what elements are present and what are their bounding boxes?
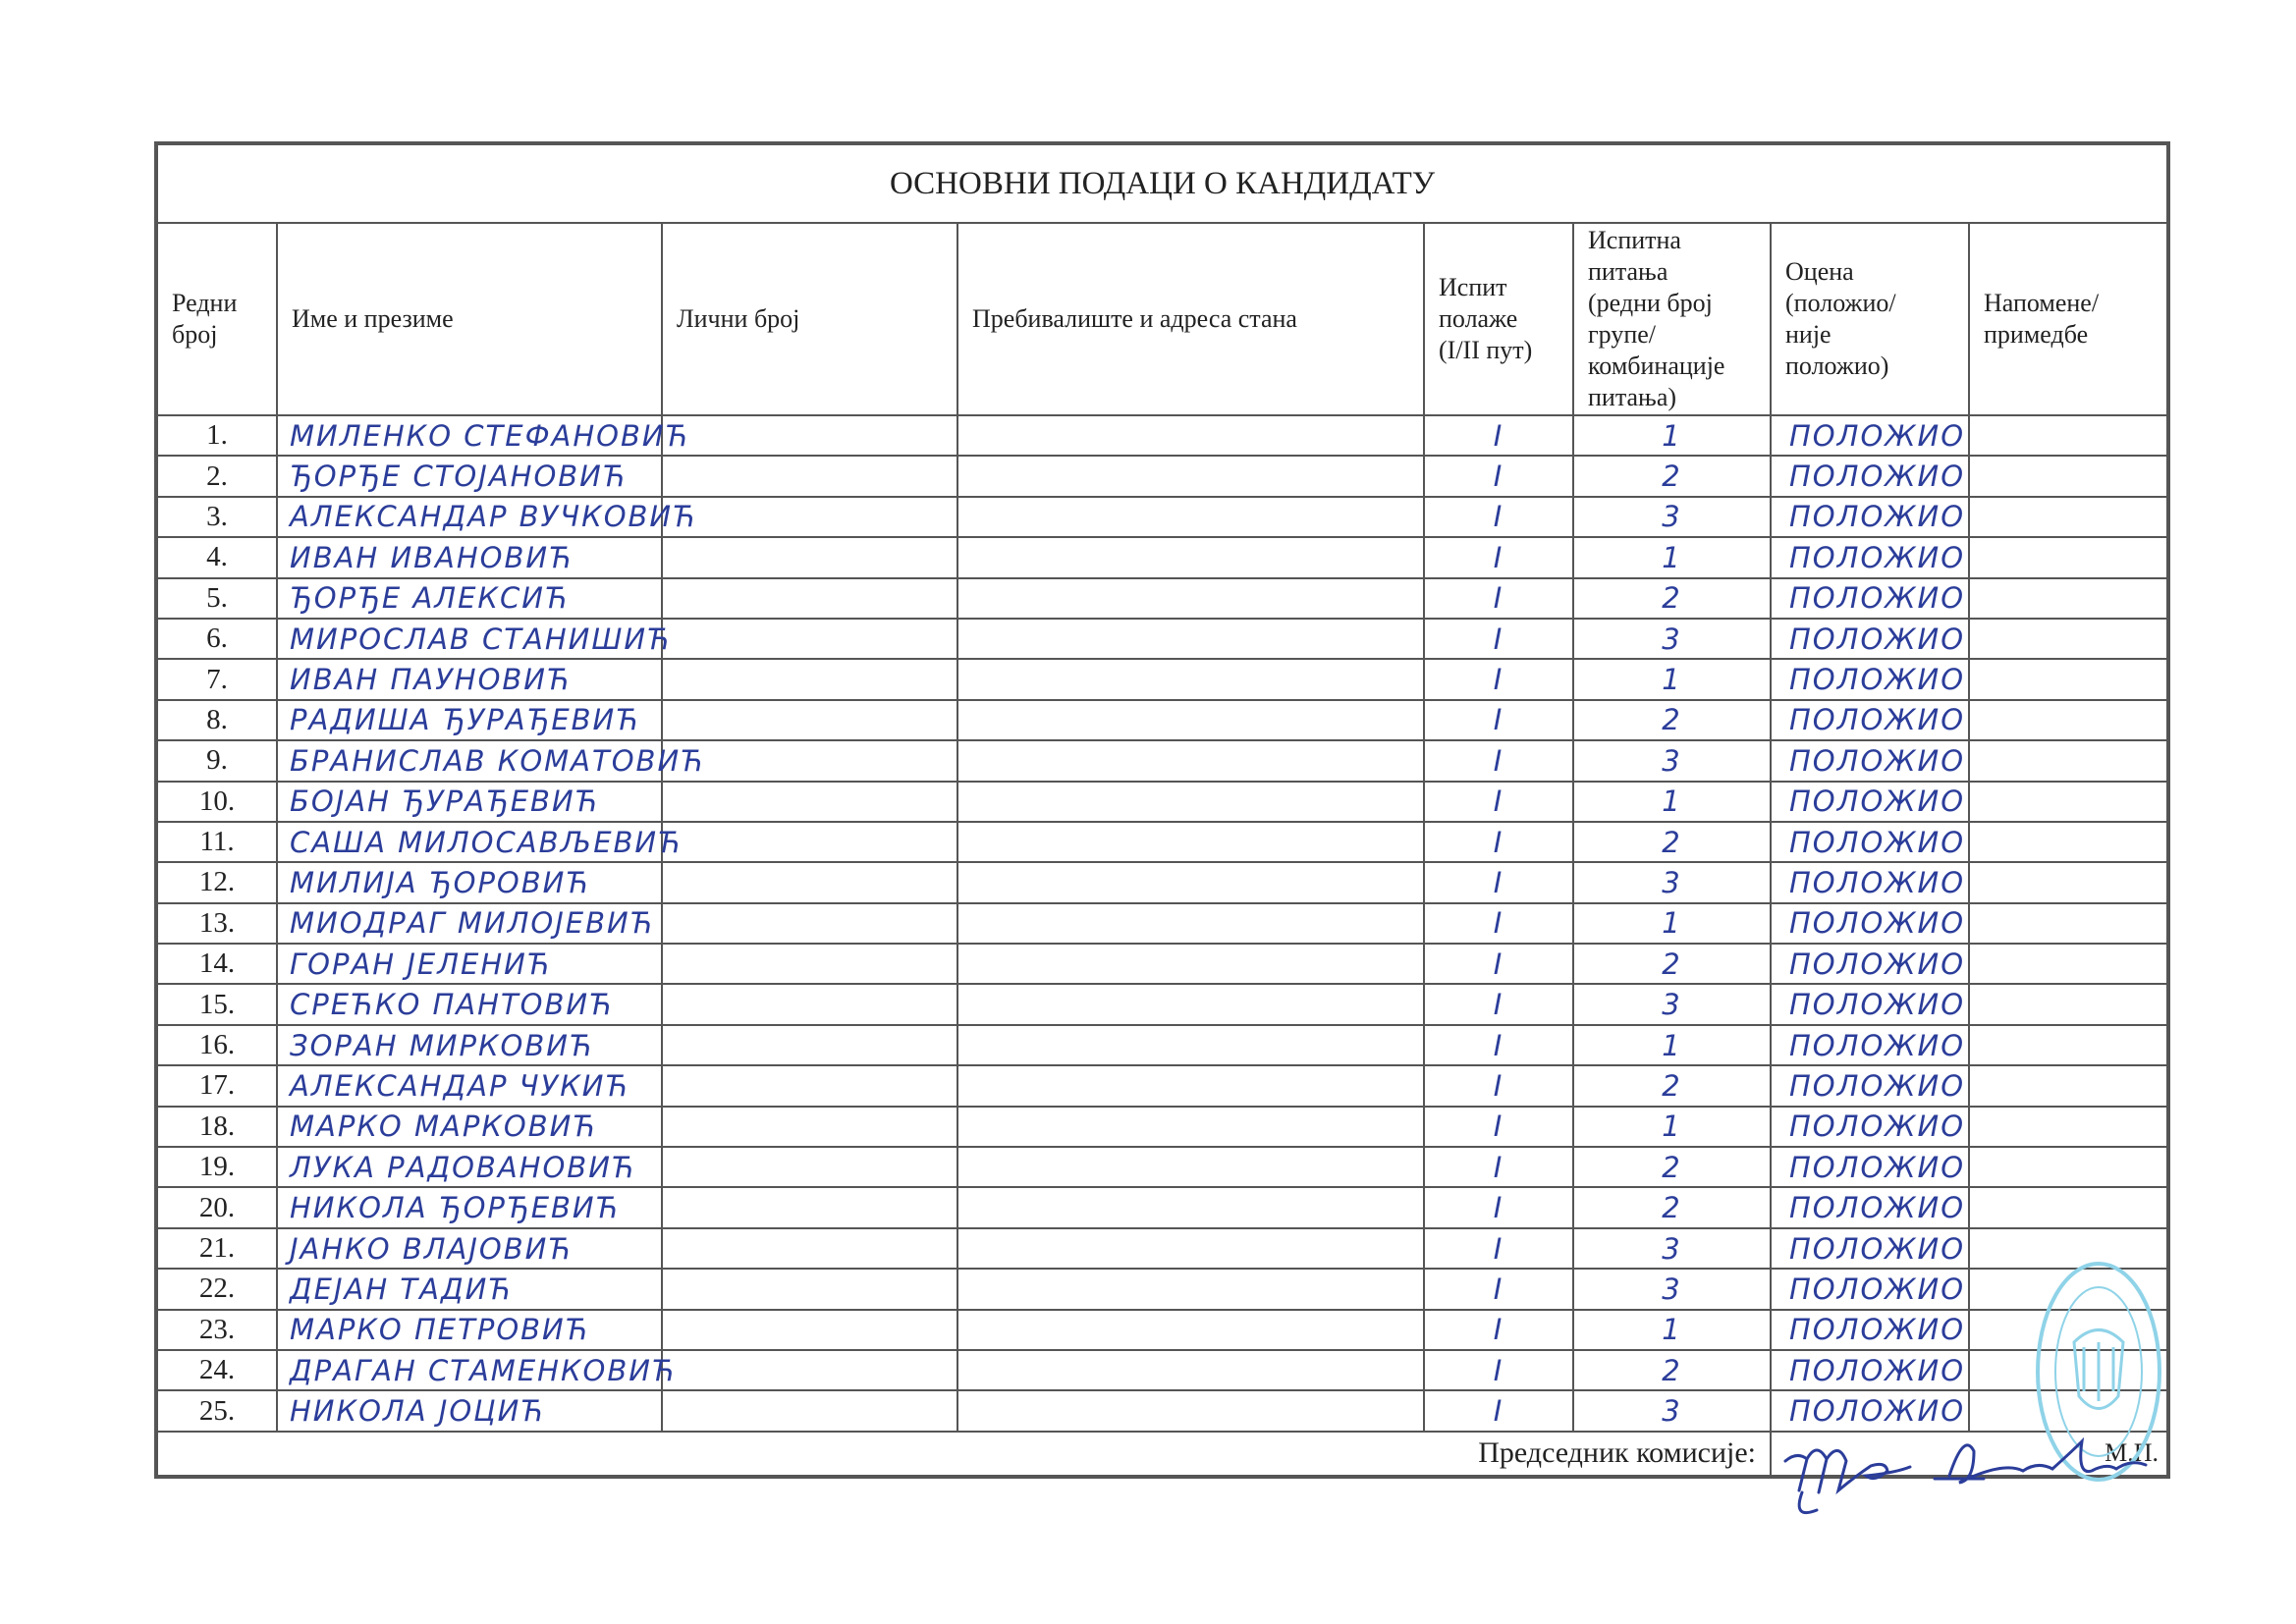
candidate-name: НИКОЛА ЈОЦИЋ <box>277 1390 662 1431</box>
address-cell <box>957 822 1424 862</box>
address-cell <box>957 782 1424 822</box>
table-row <box>156 822 2168 862</box>
row-number: 7. <box>156 659 277 699</box>
attempt-value: I <box>1424 1310 1573 1350</box>
candidate-name: МИРОСЛАВ СТАНИШИЋ <box>277 619 662 659</box>
grade-value: ПОЛОЖИО <box>1771 415 1969 456</box>
attempt-value: I <box>1424 782 1573 822</box>
table-row <box>156 1187 2168 1227</box>
candidate-name: ИВАН ИВАНОВИЋ <box>277 537 662 577</box>
notes-cell <box>1969 619 2168 659</box>
candidate-name: АЛЕКСАНДАР ЧУКИЋ <box>277 1065 662 1106</box>
question-set-value: 2 <box>1573 456 1771 496</box>
header-questions: Испитна питања (редни број групе/ комбинације питања) <box>1573 223 1771 415</box>
personal-id-cell <box>662 1350 957 1390</box>
grade-value: ПОЛОЖИО <box>1771 984 1969 1024</box>
row-number: 15. <box>156 984 277 1024</box>
grade-value: ПОЛОЖИО <box>1771 700 1969 740</box>
table-row <box>156 782 2168 822</box>
grade-value: ПОЛОЖИО <box>1771 578 1969 619</box>
table-row <box>156 1065 2168 1106</box>
attempt-value: I <box>1424 537 1573 577</box>
row-number: 1. <box>156 415 277 456</box>
row-number: 20. <box>156 1187 277 1227</box>
grade-value: ПОЛОЖИО <box>1771 497 1969 537</box>
address-cell <box>957 497 1424 537</box>
address-cell <box>957 1147 1424 1187</box>
row-number: 19. <box>156 1147 277 1187</box>
attempt-value: I <box>1424 984 1573 1024</box>
row-number: 13. <box>156 903 277 944</box>
notes-cell <box>1969 415 2168 456</box>
candidate-name: РАДИША ЂУРАЂЕВИЋ <box>277 700 662 740</box>
address-cell <box>957 619 1424 659</box>
grade-value: ПОЛОЖИО <box>1771 1390 1969 1431</box>
row-number: 17. <box>156 1065 277 1106</box>
grade-value: ПОЛОЖИО <box>1771 537 1969 577</box>
grade-value: ПОЛОЖИО <box>1771 862 1969 902</box>
attempt-value: I <box>1424 1350 1573 1390</box>
grade-value: ПОЛОЖИО <box>1771 619 1969 659</box>
header-address: Пребивалиште и адреса стана <box>957 223 1424 415</box>
notes-cell <box>1969 537 2168 577</box>
candidate-name: МАРКО МАРКОВИЋ <box>277 1107 662 1147</box>
address-cell <box>957 537 1424 577</box>
personal-id-cell <box>662 659 957 699</box>
address-cell <box>957 1310 1424 1350</box>
row-number: 24. <box>156 1350 277 1390</box>
grade-value: ПОЛОЖИО <box>1771 1107 1969 1147</box>
personal-id-cell <box>662 822 957 862</box>
attempt-value: I <box>1424 903 1573 944</box>
address-cell <box>957 1269 1424 1309</box>
question-set-value: 1 <box>1573 415 1771 456</box>
notes-cell <box>1969 497 2168 537</box>
attempt-value: I <box>1424 415 1573 456</box>
question-set-value: 2 <box>1573 1187 1771 1227</box>
personal-id-cell <box>662 700 957 740</box>
question-set-value: 3 <box>1573 497 1771 537</box>
header-id: Лични број <box>662 223 957 415</box>
grade-value: ПОЛОЖИО <box>1771 822 1969 862</box>
table-row <box>156 740 2168 781</box>
table-row <box>156 497 2168 537</box>
attempt-value: I <box>1424 1187 1573 1227</box>
candidate-name: БРАНИСЛАВ КОМАТОВИЋ <box>277 740 662 781</box>
personal-id-cell <box>662 1065 957 1106</box>
candidate-name: МАРКО ПЕТРОВИЋ <box>277 1310 662 1350</box>
grade-value: ПОЛОЖИО <box>1771 1147 1969 1187</box>
grade-value: ПОЛОЖИО <box>1771 1065 1969 1106</box>
question-set-value: 3 <box>1573 1390 1771 1431</box>
table-row <box>156 659 2168 699</box>
row-number: 23. <box>156 1310 277 1350</box>
row-number: 4. <box>156 537 277 577</box>
table-row <box>156 944 2168 984</box>
candidate-name: ДРАГАН СТАМЕНКОВИЋ <box>277 1350 662 1390</box>
question-set-value: 3 <box>1573 862 1771 902</box>
notes-cell <box>1969 1065 2168 1106</box>
personal-id-cell <box>662 782 957 822</box>
table-row <box>156 619 2168 659</box>
attempt-value: I <box>1424 619 1573 659</box>
address-cell <box>957 984 1424 1024</box>
personal-id-cell <box>662 1310 957 1350</box>
question-set-value: 1 <box>1573 1025 1771 1065</box>
notes-cell <box>1969 1107 2168 1147</box>
table-row <box>156 984 2168 1024</box>
address-cell <box>957 903 1424 944</box>
address-cell <box>957 944 1424 984</box>
personal-id-cell <box>662 497 957 537</box>
row-number: 16. <box>156 1025 277 1065</box>
attempt-value: I <box>1424 578 1573 619</box>
header-notes: Напомене/ примедбе <box>1969 223 2168 415</box>
personal-id-cell <box>662 619 957 659</box>
notes-cell <box>1969 659 2168 699</box>
notes-cell <box>1969 782 2168 822</box>
candidate-name: МИОДРАГ МИЛОЈЕВИЋ <box>277 903 662 944</box>
notes-cell <box>1969 578 2168 619</box>
question-set-value: 3 <box>1573 740 1771 781</box>
row-number: 21. <box>156 1228 277 1269</box>
address-cell <box>957 1107 1424 1147</box>
address-cell <box>957 1025 1424 1065</box>
table-row <box>156 700 2168 740</box>
table-row <box>156 1025 2168 1065</box>
address-cell <box>957 578 1424 619</box>
question-set-value: 1 <box>1573 782 1771 822</box>
candidate-name: ИВАН ПАУНОВИЋ <box>277 659 662 699</box>
row-number: 25. <box>156 1390 277 1431</box>
question-set-value: 1 <box>1573 537 1771 577</box>
row-number: 3. <box>156 497 277 537</box>
notes-cell <box>1969 984 2168 1024</box>
row-number: 8. <box>156 700 277 740</box>
candidate-name: ЂОРЂЕ АЛЕКСИЋ <box>277 578 662 619</box>
table-row <box>156 1107 2168 1147</box>
candidate-name: ЛУКА РАДОВАНОВИЋ <box>277 1147 662 1187</box>
attempt-value: I <box>1424 456 1573 496</box>
question-set-value: 3 <box>1573 1269 1771 1309</box>
row-number: 5. <box>156 578 277 619</box>
attempt-value: I <box>1424 1228 1573 1269</box>
candidate-table <box>154 141 2170 1479</box>
stamp-place-label: М.П. <box>2105 1437 2159 1467</box>
address-cell <box>957 415 1424 456</box>
table-row <box>156 903 2168 944</box>
attempt-value: I <box>1424 1390 1573 1431</box>
address-cell <box>957 1228 1424 1269</box>
grade-value: ПОЛОЖИО <box>1771 782 1969 822</box>
row-number: 2. <box>156 456 277 496</box>
question-set-value: 3 <box>1573 1228 1771 1269</box>
attempt-value: I <box>1424 1025 1573 1065</box>
grade-value: ПОЛОЖИО <box>1771 1228 1969 1269</box>
grade-value: ПОЛОЖИО <box>1771 659 1969 699</box>
row-number: 10. <box>156 782 277 822</box>
row-number: 12. <box>156 862 277 902</box>
personal-id-cell <box>662 578 957 619</box>
grade-value: ПОЛОЖИО <box>1771 903 1969 944</box>
attempt-value: I <box>1424 497 1573 537</box>
address-cell <box>957 1350 1424 1390</box>
question-set-value: 2 <box>1573 1147 1771 1187</box>
notes-cell <box>1969 700 2168 740</box>
row-number: 18. <box>156 1107 277 1147</box>
header-name: Име и презиме <box>277 223 662 415</box>
personal-id-cell <box>662 740 957 781</box>
attempt-value: I <box>1424 1107 1573 1147</box>
notes-cell <box>1969 1025 2168 1065</box>
attempt-value: I <box>1424 1269 1573 1309</box>
row-number: 9. <box>156 740 277 781</box>
grade-value: ПОЛОЖИО <box>1771 1269 1969 1309</box>
candidate-name: СРЕЋКО ПАНТОВИЋ <box>277 984 662 1024</box>
question-set-value: 1 <box>1573 1310 1771 1350</box>
personal-id-cell <box>662 1269 957 1309</box>
notes-cell <box>1969 822 2168 862</box>
address-cell <box>957 1187 1424 1227</box>
attempt-value: I <box>1424 1065 1573 1106</box>
row-number: 6. <box>156 619 277 659</box>
question-set-value: 1 <box>1573 659 1771 699</box>
row-number: 11. <box>156 822 277 862</box>
candidate-name: АЛЕКСАНДАР ВУЧКОВИЋ <box>277 497 662 537</box>
table-row <box>156 1310 2168 1350</box>
row-number: 22. <box>156 1269 277 1309</box>
table-row <box>156 1269 2168 1309</box>
candidate-name: МИЛИЈА ЂОРОВИЋ <box>277 862 662 902</box>
attempt-value: I <box>1424 659 1573 699</box>
personal-id-cell <box>662 862 957 902</box>
table-row <box>156 862 2168 902</box>
grade-value: ПОЛОЖИО <box>1771 1350 1969 1390</box>
table-row <box>156 578 2168 619</box>
address-cell <box>957 659 1424 699</box>
notes-cell <box>1969 1147 2168 1187</box>
chairman-label: Председник комисије: <box>156 1432 1771 1477</box>
notes-cell <box>1969 903 2168 944</box>
candidate-name: ЂОРЂЕ СТОЈАНОВИЋ <box>277 456 662 496</box>
header-no: Редни број <box>156 223 277 415</box>
question-set-value: 3 <box>1573 984 1771 1024</box>
grade-value: ПОЛОЖИО <box>1771 1187 1969 1227</box>
notes-cell <box>1969 456 2168 496</box>
candidate-name: ЗОРАН МИРКОВИЋ <box>277 1025 662 1065</box>
candidate-name: МИЛЕНКО СТЕФАНОВИЋ <box>277 415 662 456</box>
address-cell <box>957 862 1424 902</box>
personal-id-cell <box>662 1228 957 1269</box>
question-set-value: 1 <box>1573 1107 1771 1147</box>
personal-id-cell <box>662 1390 957 1431</box>
question-set-value: 2 <box>1573 700 1771 740</box>
personal-id-cell <box>662 903 957 944</box>
question-set-value: 2 <box>1573 1065 1771 1106</box>
question-set-value: 2 <box>1573 1350 1771 1390</box>
question-set-value: 2 <box>1573 944 1771 984</box>
question-set-value: 2 <box>1573 822 1771 862</box>
table-row <box>156 537 2168 577</box>
personal-id-cell <box>662 1025 957 1065</box>
personal-id-cell <box>662 1187 957 1227</box>
attempt-value: I <box>1424 944 1573 984</box>
table-row <box>156 456 2168 496</box>
personal-id-cell <box>662 944 957 984</box>
address-cell <box>957 740 1424 781</box>
table-row <box>156 1228 2168 1269</box>
table-row <box>156 1350 2168 1390</box>
notes-cell <box>1969 740 2168 781</box>
attempt-value: I <box>1424 700 1573 740</box>
personal-id-cell <box>662 984 957 1024</box>
candidate-name: САША МИЛОСАВЉЕВИЋ <box>277 822 662 862</box>
candidate-name: БОЈАН ЂУРАЂЕВИЋ <box>277 782 662 822</box>
personal-id-cell <box>662 1147 957 1187</box>
personal-id-cell <box>662 537 957 577</box>
chairman-signature-icon <box>1777 1422 2190 1530</box>
question-set-value: 1 <box>1573 903 1771 944</box>
notes-cell <box>1969 944 2168 984</box>
grade-value: ПОЛОЖИО <box>1771 740 1969 781</box>
candidate-name: НИКОЛА ЂОРЂЕВИЋ <box>277 1187 662 1227</box>
question-set-value: 2 <box>1573 578 1771 619</box>
candidate-name: ГОРАН ЈЕЛЕНИЋ <box>277 944 662 984</box>
notes-cell <box>1969 862 2168 902</box>
row-number: 14. <box>156 944 277 984</box>
grade-value: ПОЛОЖИО <box>1771 1310 1969 1350</box>
personal-id-cell <box>662 456 957 496</box>
header-attempt: Испит полаже (I/II пут) <box>1424 223 1573 415</box>
address-cell <box>957 700 1424 740</box>
personal-id-cell <box>662 415 957 456</box>
attempt-value: I <box>1424 862 1573 902</box>
question-set-value: 3 <box>1573 619 1771 659</box>
table-row <box>156 1147 2168 1187</box>
grade-value: ПОЛОЖИО <box>1771 1025 1969 1065</box>
attempt-value: I <box>1424 740 1573 781</box>
address-cell <box>957 456 1424 496</box>
address-cell <box>957 1390 1424 1431</box>
notes-cell <box>1969 1187 2168 1227</box>
attempt-value: I <box>1424 822 1573 862</box>
personal-id-cell <box>662 1107 957 1147</box>
grade-value: ПОЛОЖИО <box>1771 456 1969 496</box>
address-cell <box>957 1065 1424 1106</box>
table-title: ОСНОВНИ ПОДАЦИ О КАНДИДАТУ <box>156 143 2168 223</box>
header-grade: Оцена (положио/ није положио) <box>1771 223 1969 415</box>
table-row <box>156 415 2168 456</box>
attempt-value: I <box>1424 1147 1573 1187</box>
candidate-name: ДЕЈАН ТАДИЋ <box>277 1269 662 1309</box>
grade-value: ПОЛОЖИО <box>1771 944 1969 984</box>
candidate-name: ЈАНКО ВЛАЈОВИЋ <box>277 1228 662 1269</box>
